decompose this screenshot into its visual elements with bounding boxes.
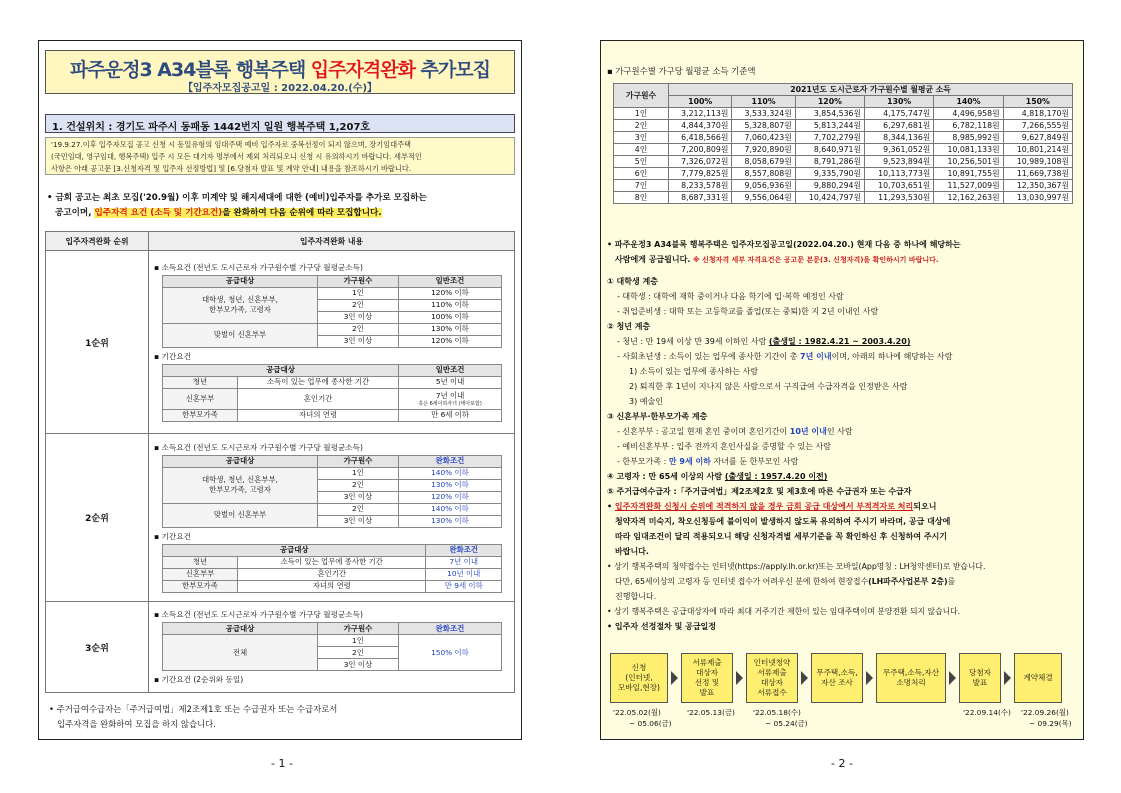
- period-caption: ▪ 기간요건 (2순위와 동일): [154, 675, 244, 684]
- flow-step-line: 자산 조사: [821, 678, 853, 687]
- col-target: 공급대상: [163, 623, 318, 635]
- income-caption: ▪ 소득요건 (전년도 도시근로자 가구원수별 가구당 월평균소득): [154, 262, 363, 272]
- footnote-text: 입주자격을 완화하여 모집을 하지 않습니다.: [57, 719, 216, 729]
- income-value: 12,350,367원: [1003, 180, 1072, 192]
- col-relaxed: 완화조건: [426, 544, 502, 556]
- income-value: 4,818,170원: [1003, 108, 1072, 120]
- income-value: 3,533,324원: [732, 108, 795, 120]
- flow-step-line: 당첨자: [968, 668, 991, 677]
- rank-1: 1순위: [46, 251, 149, 434]
- table-caption: 2021년도 도시근로자 가구원수별 월평균 소득: [669, 84, 1073, 96]
- flow-step: [959, 653, 1001, 703]
- income-value: 9,523,894원: [865, 156, 934, 168]
- flow-step-label: [754, 658, 791, 698]
- flow-step-label: [969, 668, 991, 688]
- flow-step-line: 무주택,소득,자산: [882, 668, 940, 677]
- target-dual: 맞벌이 신혼부부: [163, 323, 318, 347]
- flow-arrow-icon: [801, 671, 808, 685]
- income-value: 8,640,971원: [795, 144, 864, 156]
- col-relaxed: 완화조건: [398, 623, 501, 635]
- category-item: - 한부모가족 :: [617, 457, 669, 466]
- col-household: 가구원수: [614, 84, 669, 108]
- notice-box: [45, 137, 515, 175]
- flow-step-line: 발표: [972, 678, 988, 687]
- condition: 130% 이하: [398, 479, 501, 491]
- income-value: 9,880,294원: [795, 180, 864, 192]
- income-value: 6,782,118원: [934, 120, 1003, 132]
- condition: 140% 이하: [398, 467, 501, 479]
- condition: 150% 이하: [398, 635, 501, 671]
- table-row: [614, 108, 1073, 120]
- date-text: ~ 05.24(금): [765, 719, 808, 728]
- col-household: 가구원수: [318, 623, 399, 635]
- category-heading: ③ 신혼부부·한부모가족 계층: [607, 412, 708, 421]
- income-value: 9,335,790원: [795, 168, 864, 180]
- flow-step: [610, 653, 668, 703]
- percent-header: 100%: [669, 96, 732, 108]
- household-count: 1인: [614, 108, 669, 120]
- income-value: 7,326,072원: [669, 156, 732, 168]
- condition: 120% 이하: [398, 491, 501, 503]
- income-value: 4,175,747원: [865, 108, 934, 120]
- col-target: 공급대상: [163, 364, 399, 376]
- period-newly: 신혼부부: [163, 568, 238, 580]
- household: 1인: [318, 287, 399, 299]
- target-dual: 맞벌이 신혼부부: [163, 503, 318, 527]
- household-count: 4인: [614, 144, 669, 156]
- body-text: 다만, 65세이상의 고령자 등 인터넷 접수가 어려우신 분에 한하여 현장접수: [615, 577, 869, 586]
- table-row: [614, 180, 1073, 192]
- target-line: 한부모가족, 고령자: [209, 305, 271, 314]
- schedule-heading: 입주자 선정절차 및 공급일정: [614, 622, 716, 631]
- flow-step-line: 발표: [699, 688, 715, 697]
- flow-step-line: 계약체결: [1023, 673, 1053, 682]
- category-item: 이며, 아래의 하나에 해당하는 사람: [831, 352, 953, 361]
- household: 2인: [318, 299, 399, 311]
- household: 2인: [318, 503, 399, 515]
- target-group: [163, 287, 318, 323]
- body-text: 따라 임대조건이 달리 적용되오니 해당 신청자격별 세부기준을 꼭 확인하신 후 신청하여 주시기: [615, 532, 948, 541]
- income-value: 11,527,009원: [934, 180, 1003, 192]
- household-count: 2인: [614, 120, 669, 132]
- flow-step-line: 인터넷청약: [753, 658, 791, 667]
- date-text: ~ 05.06(금): [629, 719, 672, 728]
- income-value: 8,687,331원: [669, 192, 732, 204]
- income-value: 13,030,997원: [1003, 192, 1072, 204]
- income-value: 8,233,578원: [669, 180, 732, 192]
- notice-line: (국민임대, 영구임대, 행복주택) 입주 시 모든 대기자 명부에서 제외 처리되오니 신청 시 유의하시기 바랍니다. 세부적인: [51, 152, 422, 161]
- relaxation-table: [45, 231, 515, 693]
- table-row: [614, 132, 1073, 144]
- income-value: 7,266,555원: [1003, 120, 1072, 132]
- highlight-value: 7년 이내: [800, 352, 832, 361]
- percent-header: 120%: [795, 96, 864, 108]
- period-desc: 혼인기간: [238, 388, 399, 409]
- title-highlight: 입주자격완화: [310, 59, 415, 81]
- period-caption: ▪ 기간요건: [154, 351, 191, 361]
- date-text: ~ 09.29(목): [1029, 719, 1072, 728]
- body-text: 청약자격 미숙지, 착오신청등에 불이익이 발생하지 않도록 유의하여 주시기 바라며, 공급 대상에: [615, 517, 951, 526]
- table-row: [614, 192, 1073, 204]
- income-value: 8,791,286원: [795, 156, 864, 168]
- household-count: 5인: [614, 156, 669, 168]
- condition: 130% 이하: [398, 323, 501, 335]
- income-standard-table: [613, 83, 1073, 204]
- category-heading: ⑤ 주거급여수급자 :「주거급여법」제2조제2호 및 제3호에 따른 수급권자 또는 수급자: [607, 487, 912, 496]
- household-count: 3인: [614, 132, 669, 144]
- rank-2-income-table: [162, 455, 502, 528]
- date-contract: [1021, 707, 1072, 729]
- flow-step-line: 서류제출: [692, 658, 722, 667]
- target-line: 대학생, 청년, 신혼부부,: [201, 295, 278, 304]
- table-header-rank: 입주자격완화 순위: [46, 232, 149, 251]
- flow-step-line: 대상자: [760, 678, 783, 687]
- col-general: 일반조건: [398, 275, 501, 287]
- rank-3: 3순위: [46, 602, 149, 693]
- income-value: 8,058,679원: [732, 156, 795, 168]
- flow-step-line: 모바일,현장): [617, 683, 661, 692]
- flow-step: [681, 653, 733, 703]
- condition: 만 6세 이하: [399, 409, 502, 421]
- income-value: 9,056,936원: [732, 180, 795, 192]
- table-row: [614, 156, 1073, 168]
- sub-item: 2) 퇴직한 후 1년이 지나지 않은 사람으로서 구직급여 수급자격을 인정받은 사람: [629, 382, 908, 391]
- highlight-value: 만 9세 이하: [668, 457, 711, 466]
- period-single: 한부모가족: [163, 409, 238, 421]
- table-header-content: 입주자격완화 내용: [149, 232, 515, 251]
- income-value: 10,424,797원: [795, 192, 864, 204]
- body-text: 되오니: [913, 502, 937, 511]
- flow-step-line: 신청: [631, 663, 647, 672]
- household: 2인: [318, 479, 399, 491]
- income-value: 8,344,136원: [865, 132, 934, 144]
- household: 2인: [318, 647, 399, 659]
- percent-header: 110%: [732, 96, 795, 108]
- income-value: 7,060,423원: [732, 132, 795, 144]
- category-item: 인 사람: [826, 427, 853, 436]
- flow-step-line: 서류제출: [757, 668, 787, 677]
- household: 3인 이상: [318, 311, 399, 323]
- body-note: ※ 신청자격 세부 자격요건은 공고문 본문(3. 신청자격)을 확인하시기 바랍니다.: [690, 256, 939, 264]
- flow-step-line: 서류접수: [757, 688, 787, 697]
- body-text: 상기 행복주택의 청약접수는 인터넷(https://apply.lh.or.kr)또는 모바일(App명칭 : LH청약센터)로 받습니다.: [614, 562, 986, 571]
- rank-1-period-table: [162, 364, 502, 422]
- title-text-2: 추가모집: [414, 59, 490, 81]
- sub-item: 1) 소득이 있는 업무에 종사하는 사람: [629, 367, 759, 376]
- col-household: 가구원수: [318, 455, 399, 467]
- flow-arrow-icon: [736, 671, 743, 685]
- condition: 120% 이하: [398, 287, 501, 299]
- period-desc: 자녀의 연령: [238, 409, 399, 421]
- period-newly: 신혼부부: [163, 388, 238, 409]
- condition: 10년 이내: [426, 568, 502, 580]
- flow-step: [876, 653, 946, 703]
- income-value: 10,081,133원: [934, 144, 1003, 156]
- income-value: 10,891,755원: [934, 168, 1003, 180]
- target-line: 대학생, 청년, 신혼부부,: [201, 475, 278, 484]
- category-item: 자녀를 둔 한부모인 사람: [710, 457, 799, 466]
- rank-2-content: [149, 434, 515, 602]
- flow-step-line: 선정 및: [694, 678, 720, 687]
- period-desc: 소득이 있는 업무에 종사한 기간: [238, 556, 426, 568]
- income-value: 9,556,064원: [732, 192, 795, 204]
- income-value: 5,328,807원: [732, 120, 795, 132]
- condition: 120% 이하: [398, 335, 501, 347]
- col-target: 공급대상: [163, 544, 426, 556]
- notice-line: 사항은 아래 공고문 [3.신청자격 및 입주자 선정방법] 및 [6.당첨자 발표 및 계약 안내] 내용을 참조하시기 바랍니다.: [51, 164, 412, 173]
- condition: [399, 388, 502, 409]
- household-count: 6인: [614, 168, 669, 180]
- income-value: 10,989,108원: [1003, 156, 1072, 168]
- income-value: 4,496,958원: [934, 108, 1003, 120]
- income-value: 10,703,651원: [865, 180, 934, 192]
- condition-note: 혹은 6세이하자녀 (태아포함): [418, 400, 482, 407]
- body-text: 진행합니다.: [615, 592, 657, 601]
- income-caption: ▪ 소득요건 (전년도 도시근로자 가구원수별 가구당 월평균소득): [154, 610, 363, 619]
- condition-main: 7년 이내: [435, 390, 465, 400]
- rank-3-content: [149, 602, 515, 693]
- body-text: 를: [947, 577, 956, 586]
- body-text: 파주운정3 A34블록 행복주택은 입주자모집공고일(2022.04.20.) 현재 다음 중 하나에 해당하는: [614, 240, 961, 249]
- rank-2-period-table: [162, 544, 502, 593]
- highlight-value: 10년 이내: [789, 427, 827, 436]
- page-title: [46, 55, 514, 82]
- flow-arrow-icon: [949, 671, 956, 685]
- table-row: [614, 168, 1073, 180]
- income-value: 9,361,052원: [865, 144, 934, 156]
- condition: 만 9세 이하: [426, 580, 502, 592]
- flow-step: [746, 653, 798, 703]
- category-item: - 신혼부부 : 공고일 현재 혼인 중이며 혼인기간이: [617, 427, 790, 436]
- percent-header: 140%: [934, 96, 1003, 108]
- category-item: - 예비신혼부부 : 입주 전까지 혼인사실을 증명할 수 있는 사람: [617, 442, 831, 451]
- flow-arrow-icon: [1004, 671, 1011, 685]
- condition: 140% 이하: [398, 503, 501, 515]
- income-value: 10,801,214원: [1003, 144, 1072, 156]
- birth-range: (출생일 : 1957.4.20 이전): [724, 472, 828, 481]
- flow-step: [811, 653, 863, 703]
- household-count: 7인: [614, 180, 669, 192]
- flow-arrow-icon: [866, 671, 873, 685]
- table-row: [614, 144, 1073, 156]
- page-number-2: - 2 -: [831, 757, 853, 770]
- household-count: 8인: [614, 192, 669, 204]
- flow-step-label: [816, 668, 858, 688]
- flow-step-line: (인터넷,: [625, 673, 653, 682]
- warning-text: 입주자격완화 신청시 순위에 적격하지 않을 경우 금회 공급 대상에서 부적격자로 처리: [614, 502, 914, 511]
- flow-step-line: 무주택,소득,: [816, 668, 858, 677]
- section-location: 1. 건설위치 : 경기도 파주시 동패동 1442번지 일원 행복주택 1,207호: [45, 114, 515, 133]
- flow-step-label: [692, 658, 721, 698]
- income-value: 7,920,890원: [732, 144, 795, 156]
- category-heading: ④ 고령자 : 만 65세 이상의 사람: [607, 472, 725, 481]
- income-value: 12,162,263원: [934, 192, 1003, 204]
- household: 3인 이상: [318, 659, 399, 671]
- category-item: - 사회초년생 : 소득이 있는 업무에 종사한 기간이 총: [617, 352, 801, 361]
- period-caption: ▪ 기간요건: [154, 531, 191, 541]
- bullet-intro: • 금회 공고는 최초 모집('20.9월) 이후 미계약 및 해지세대에 대한 (예비)입주자를 추가로 모집하는 공고이며, 입주자격 요건 (소득 및 기간요건)을 완화하여 다음 순위에 따라 모집합니다.: [47, 193, 427, 218]
- income-value: 8,985,992원: [934, 132, 1003, 144]
- birth-range: (출생일 : 1982.4.21 ~ 2003.4.20): [768, 337, 911, 346]
- footnote-text: 주거급여수급자는「주거급여법」제2조제1호 또는 수급권자 또는 수급자로서: [56, 704, 338, 714]
- condition: 130% 이하: [398, 515, 501, 527]
- body-text: 바랍니다.: [615, 547, 649, 556]
- footnote-housing-benefit: • 주거급여수급자는「주거급여법」제2조제1호 또는 수급권자 또는 수급자로서 입주자격을 완화하여 모집을 하지 않습니다.: [49, 702, 337, 732]
- flow-step-line: 대상자: [695, 668, 718, 677]
- bullet-text: 을 완화하여 다음 순위에 따라 모집합니다.: [222, 208, 382, 218]
- income-value: 3,854,536원: [795, 108, 864, 120]
- page-2: [600, 40, 1084, 740]
- body-text: 상기 행복주택은 공급대상자에 따라 최대 거주기간 제한이 있는 임대주택이며 분양전환 되지 않습니다.: [614, 607, 961, 616]
- flow-step-line: 소명처리: [896, 678, 926, 687]
- target-line: 한부모가족, 고령자: [209, 485, 271, 494]
- col-target: 공급대상: [163, 275, 318, 287]
- flow-step: [1014, 653, 1062, 703]
- income-value: 11,669,738원: [1003, 168, 1072, 180]
- table-row: [614, 120, 1073, 132]
- col-relaxed: 완화조건: [398, 455, 501, 467]
- condition: 100% 이하: [398, 311, 501, 323]
- category-item: - 청년 : 만 19세 이상 만 39세 이하인 사람: [617, 337, 769, 346]
- col-target: 공급대상: [163, 455, 318, 467]
- household: 3인 이상: [318, 491, 399, 503]
- income-caption: ▪ 소득요건 (전년도 도시근로자 가구원수별 가구당 월평균소득): [154, 442, 363, 452]
- col-general: 일반조건: [399, 364, 502, 376]
- category-item: - 취업준비생 : 대학 또는 고등학교를 졸업(또는 중퇴)한 지 2년 이내인 사람: [617, 307, 879, 316]
- period-desc: 소득이 있는 업무에 종사한 기간: [238, 376, 399, 388]
- income-value: 8,557,808원: [732, 168, 795, 180]
- page-1: [38, 40, 522, 740]
- household: 1인: [318, 635, 399, 647]
- condition: 7년 이내: [426, 556, 502, 568]
- date-doc-target: '22.05.13(금): [687, 708, 735, 717]
- notice-line: '19.9.27.이후 입주자모집 공고 신청 시 동일유형의 임대주택 예비 입주자로 중복선정이 되지 않으며, 장기임대주택: [51, 140, 411, 149]
- date-text: '22.05.18(수): [753, 708, 801, 717]
- flow-step-label: [883, 668, 939, 688]
- income-value: 10,113,773원: [865, 168, 934, 180]
- bullet-text: 공고이며,: [55, 208, 95, 218]
- income-value: 7,200,809원: [669, 144, 732, 156]
- income-value: 4,844,370원: [669, 120, 732, 132]
- date-application: [613, 707, 672, 729]
- period-desc: 혼인기간: [238, 568, 426, 580]
- bullet-text: 금회 공고는 최초 모집('20.9월) 이후 미계약 및 해지세대에 대한 (예비)입주자를 추가로 모집하는: [55, 193, 427, 203]
- period-desc: 자녀의 연령: [238, 580, 426, 592]
- category-heading: ② 청년 계층: [607, 322, 651, 331]
- title-banner: [45, 50, 515, 94]
- date-text: '22.09.26(월): [1021, 708, 1069, 717]
- target-all: 전체: [163, 635, 318, 671]
- flow-step-label: [1023, 673, 1052, 683]
- income-value: 5,813,244원: [795, 120, 864, 132]
- sub-item: 3) 예술인: [629, 397, 663, 406]
- household: 2인: [318, 323, 399, 335]
- income-value: 11,293,530원: [865, 192, 934, 204]
- rank-3-income-table: [162, 622, 502, 671]
- income-value: 7,779,825원: [669, 168, 732, 180]
- household: 3인 이상: [318, 515, 399, 527]
- income-value: 6,297,681원: [865, 120, 934, 132]
- condition: 5년 이내: [399, 376, 502, 388]
- body-text: 사람에게 공급됩니다.: [615, 255, 691, 264]
- flow-step-label: [618, 663, 660, 693]
- percent-row: [614, 96, 1073, 108]
- household: 1인: [318, 467, 399, 479]
- rank-1-income-table: [162, 275, 502, 348]
- rank-1-content: [149, 251, 515, 434]
- announcement-date: 【입주자모집공고일 : 2022.04.20.(수)】: [182, 83, 378, 94]
- income-table-title: ▪ 가구원수별 가구당 월평균 소득 기준액: [607, 66, 756, 76]
- flow-arrow-icon: [671, 671, 678, 685]
- period-youth: 청년: [163, 556, 238, 568]
- rank-2: 2순위: [46, 434, 149, 602]
- date-text: '22.05.02(월): [613, 708, 661, 717]
- page-number-1: - 1 -: [271, 757, 293, 770]
- bullet-highlight: 입주자격 요건 (소득 및 기간요건): [94, 208, 223, 218]
- category-heading: ① 대학생 계층: [607, 277, 658, 286]
- date-winner: '22.09.14(수): [963, 708, 1011, 717]
- income-value: 6,418,566원: [669, 132, 732, 144]
- income-value: 10,256,501원: [934, 156, 1003, 168]
- selection-process-flow: [610, 653, 1080, 705]
- period-single: 한부모가족: [163, 580, 238, 592]
- period-youth: 청년: [163, 376, 238, 388]
- target-group: [163, 467, 318, 503]
- eligibility-body: • 파주운정3 A34블록 행복주택은 입주자모집공고일(2022.04.20.) 현재 다음 중 하나에 해당하는 사람에게 공급됩니다. ※ 신청자격 세부 자격요건은 공고문 본문(3. 신청자격)을 확인하시기 바랍니다. ① 대학생 계층 - 대학생 : 대학에 재학 중이거나 다음 학기에 입·복학 예정인 사람 - 취업준비생 : 대학 또는 고등학교를 졸업(또는 중퇴)한 지 2년 이내인 사람 ② 청년 계층 - 청년 : 만 19세 이상 만 39세 이하인 사람 (출생일 : 1982.4.21 ~ 2003.4.20) - 사회초년생 : 소득이 있는 업무에 종사한 기간이 총 7년 이내이며, 아래의 하나에 해당하는 사람 1) 소득이 있는 업무에 종사하는 사람 2) 퇴직한 후 1년이 지나지 않은 사람으로서 구직급여 수급자격을 인정받은 사람 3) 예술인 ③ 신혼부부·한부모가족 계층 - 신혼부부 : 공고일 현재 혼인 중이며 혼인기간이 10년 이내인 사람 - 예비신혼부부 : 입주 전까지 혼인사실을 증명할 수 있는 사람 - 한부모가족 : 만 9세 이하 자녀를 둔 한부모인 사람 ④ 고령자 : 만 65세 이상의 사람 (출생일 : 1957.4.20 이전) ⑤ 주거급여수급자 :「주거급여법」제2조제2호 및 제3호에 따른 수급권자 또는 수급자 • 입주자격완화 신청시 순위에 적격하지 않을 경우 금회 공급 대상에서 부적격자로 처리되오니 청약자격 미숙지, 착오신청등에 불이익이 발생하지 않도록 유의하여 주시기 바라며, 공급 대상에 따라 임대조건이 달리 적용되오니 해당 신청자격별 세부기준을 꼭 확인하신 후 신청하여 주시기 바랍니다. • 상기 행복주택의 청약접수는 인터넷(https://apply.lh.or.kr)또는 모바일(App명칭 : LH청약센터)로 받습니다. 다만, 65세이상의 고령자 등 인터넷 접수가 어려우신 분에 한하여 현장접수(LH파주사업본부 2층)를 진행합니다. • 상기 행복주택은 공급대상자에 따라 최대 거주기간 제한이 있는 임대주택이며 분양전환 되지 않습니다. • 입주자 선정절차 및 공급일정: [607, 237, 1081, 634]
- household: 3인 이상: [318, 335, 399, 347]
- income-value: 3,212,113원: [669, 108, 732, 120]
- income-value: 7,702,279원: [795, 132, 864, 144]
- title-text-1: 파주운정3 A34블록 행복주택: [70, 59, 311, 81]
- location-highlight: (LH파주사업본부 2층): [868, 577, 948, 586]
- condition: 110% 이하: [398, 299, 501, 311]
- category-item: - 대학생 : 대학에 재학 중이거나 다음 학기에 입·복학 예정인 사람: [617, 292, 844, 301]
- date-doc-receipt: [753, 707, 808, 729]
- income-value: 9,627,849원: [1003, 132, 1072, 144]
- col-household: 가구원수: [318, 275, 399, 287]
- percent-header: 150%: [1003, 96, 1072, 108]
- percent-header: 130%: [865, 96, 934, 108]
